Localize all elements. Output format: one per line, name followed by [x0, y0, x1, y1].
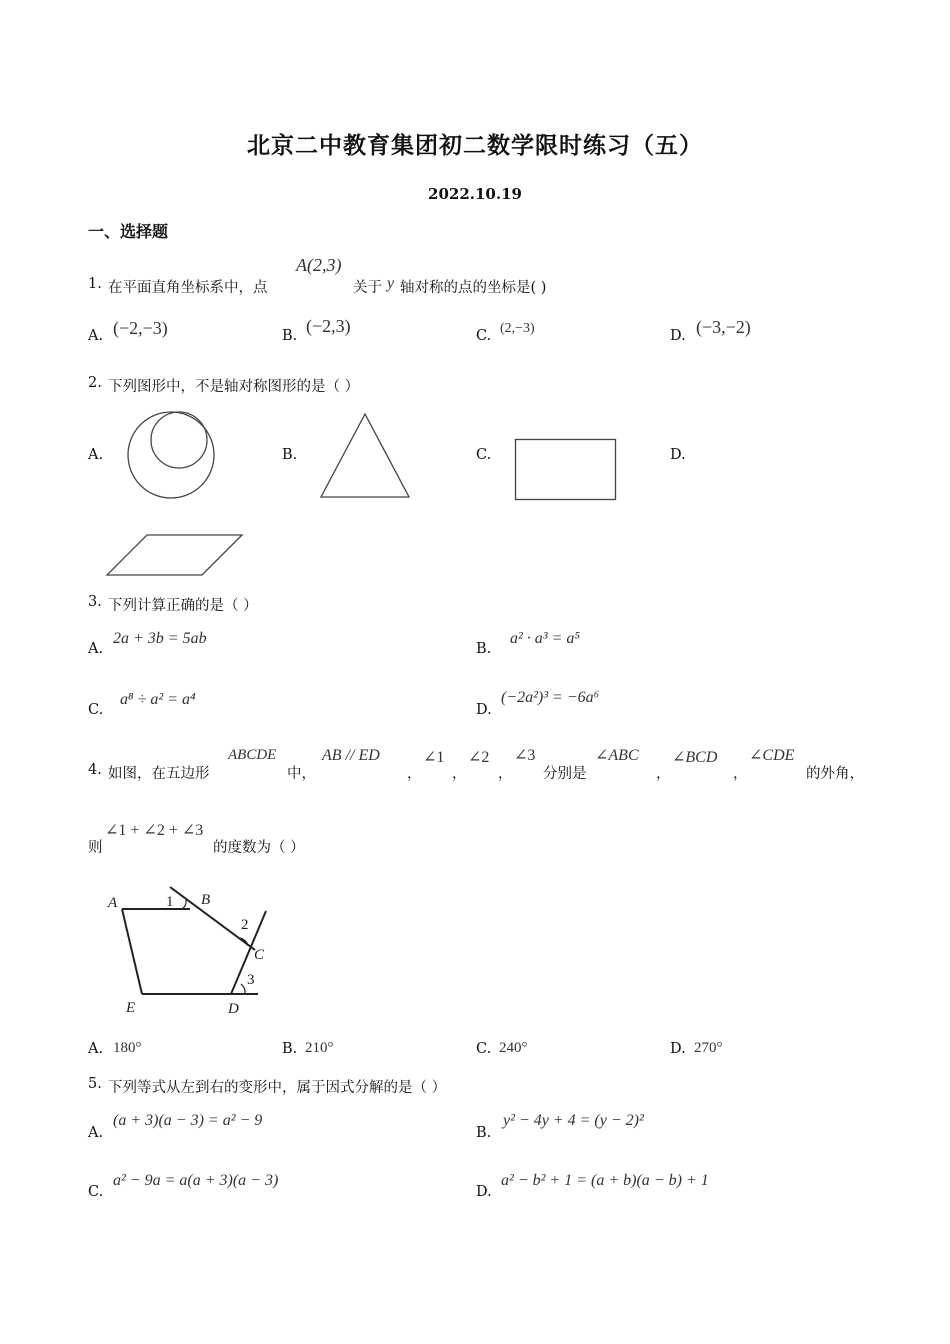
- q3-option-label[interactable]: B.: [476, 641, 492, 657]
- q5-option-value: a² − b² + 1 = (a + b)(a − b) + 1: [501, 1172, 709, 1189]
- q4-text-3: 分别是: [543, 766, 587, 782]
- q3-option-value: 2a + 3b = 5ab: [113, 630, 207, 647]
- q1-variable: y: [387, 275, 395, 292]
- parallelogram-figure: [102, 531, 247, 579]
- q5-option-label[interactable]: B.: [476, 1125, 492, 1141]
- q1-option-value: (−2,3): [306, 316, 351, 336]
- vertex-b-label: B: [201, 892, 211, 908]
- q3-number: 3.: [88, 594, 102, 610]
- q4-option-label[interactable]: A.: [88, 1041, 104, 1057]
- q4-option-value: 180°: [113, 1040, 142, 1056]
- vertex-d-label: D: [228, 1001, 239, 1017]
- q4-option-value: 240°: [499, 1040, 528, 1056]
- q5-text: 下列等式从左到右的变形中，属于因式分解的是（ ）: [108, 1080, 447, 1096]
- q4-option-label[interactable]: B.: [282, 1041, 298, 1057]
- q4-separator: ，: [733, 766, 748, 782]
- q4-text-4: 的外角，: [806, 766, 864, 782]
- q1-text-b: 关于: [353, 280, 382, 296]
- q1-number: 1.: [88, 276, 102, 292]
- q1-text-c: 轴对称的点的坐标是( ): [400, 280, 547, 296]
- q4-separator: ，: [498, 766, 513, 782]
- q2-option-label[interactable]: D.: [670, 447, 686, 463]
- q2-number: 2.: [88, 375, 102, 391]
- q4-text-6: 的度数为（ ）: [213, 840, 305, 856]
- q4-angle-abc: ∠ABC: [595, 747, 639, 764]
- q4-separator: ，: [407, 766, 422, 782]
- rectangle-figure: [512, 436, 620, 504]
- q5-option-value: y² − 4y + 4 = (y − 2)²: [503, 1112, 644, 1129]
- q4-option-label[interactable]: C.: [476, 1041, 492, 1057]
- q4-angle-bcd: ∠BCD: [672, 749, 718, 766]
- q3-option-value: (−2a²)³ = −6a⁶: [501, 689, 600, 706]
- vertex-e-label: E: [126, 1000, 136, 1016]
- q4-angle-sum: ∠1 + ∠2 + ∠3: [105, 822, 204, 839]
- q4-text-5: 则: [88, 840, 103, 856]
- pentagon-figure: [100, 880, 280, 1020]
- q4-separator: ，: [452, 766, 467, 782]
- q3-option-label[interactable]: A.: [88, 641, 104, 657]
- q4-option-label[interactable]: D.: [670, 1041, 686, 1057]
- q1-option-label[interactable]: C.: [476, 328, 492, 344]
- exam-date: 2022.10.19: [428, 185, 522, 203]
- q4-angle-cde: ∠CDE: [749, 747, 795, 764]
- q5-number: 5.: [88, 1076, 102, 1092]
- q4-separator: ，: [656, 766, 671, 782]
- q1-option-label[interactable]: D.: [670, 328, 686, 344]
- angle-1-label: 1: [166, 894, 174, 910]
- section-heading: 一、选择题: [88, 222, 169, 241]
- q4-number: 4.: [88, 762, 102, 778]
- vertex-a-label: A: [108, 895, 118, 911]
- q5-option-value: a² − 9a = a(a + 3)(a − 3): [113, 1172, 279, 1189]
- q1-text-a: 在平面直角坐标系中，点: [108, 280, 268, 296]
- triangle-figure: [318, 410, 414, 502]
- q5-option-label[interactable]: A.: [88, 1125, 104, 1141]
- q5-option-label[interactable]: C.: [88, 1184, 104, 1200]
- q1-option-label[interactable]: B.: [282, 328, 298, 344]
- q4-option-value: 210°: [305, 1040, 334, 1056]
- q4-angle-1: ∠1: [423, 749, 445, 766]
- q1-point: A(2,3): [296, 255, 342, 275]
- angle-3-label: 3: [247, 972, 255, 988]
- q3-text: 下列计算正确的是（ ）: [108, 598, 258, 614]
- q4-angle-2: ∠2: [468, 749, 490, 766]
- q1-option-value: (−3,−2): [696, 317, 751, 337]
- q3-option-label[interactable]: D.: [476, 702, 492, 718]
- q5-option-label[interactable]: D.: [476, 1184, 492, 1200]
- vertex-c-label: C: [254, 947, 265, 963]
- angle-2-label: 2: [241, 917, 249, 933]
- q1-option-label[interactable]: A.: [88, 328, 104, 344]
- q4-text-1: 如图，在五边形: [108, 766, 210, 782]
- q4-text-2: 中，: [287, 766, 316, 782]
- q2-option-label[interactable]: C.: [476, 447, 492, 463]
- q4-parallel: AB // ED: [322, 747, 380, 764]
- q3-option-label[interactable]: C.: [88, 702, 104, 718]
- two-circles-figure: [122, 408, 222, 503]
- q2-text: 下列图形中，不是轴对称图形的是（ ）: [108, 379, 360, 395]
- q4-angle-3: ∠3: [514, 747, 536, 764]
- q5-option-value: (a + 3)(a − 3) = a² − 9: [113, 1112, 263, 1129]
- q3-option-value: a⁸ ÷ a² = a⁴: [120, 691, 196, 708]
- q1-option-value: (−2,−3): [113, 318, 168, 338]
- q1-option-value: (2,−3): [500, 321, 535, 336]
- q3-option-value: a² · a³ = a⁵: [510, 630, 580, 647]
- q4-pentagon: ABCDE: [228, 747, 277, 763]
- q4-option-value: 270°: [694, 1040, 723, 1056]
- page-title: 北京二中教育集团初二数学限时练习（五）: [247, 133, 703, 159]
- q2-option-label[interactable]: A.: [88, 447, 104, 463]
- q2-option-label[interactable]: B.: [282, 447, 298, 463]
